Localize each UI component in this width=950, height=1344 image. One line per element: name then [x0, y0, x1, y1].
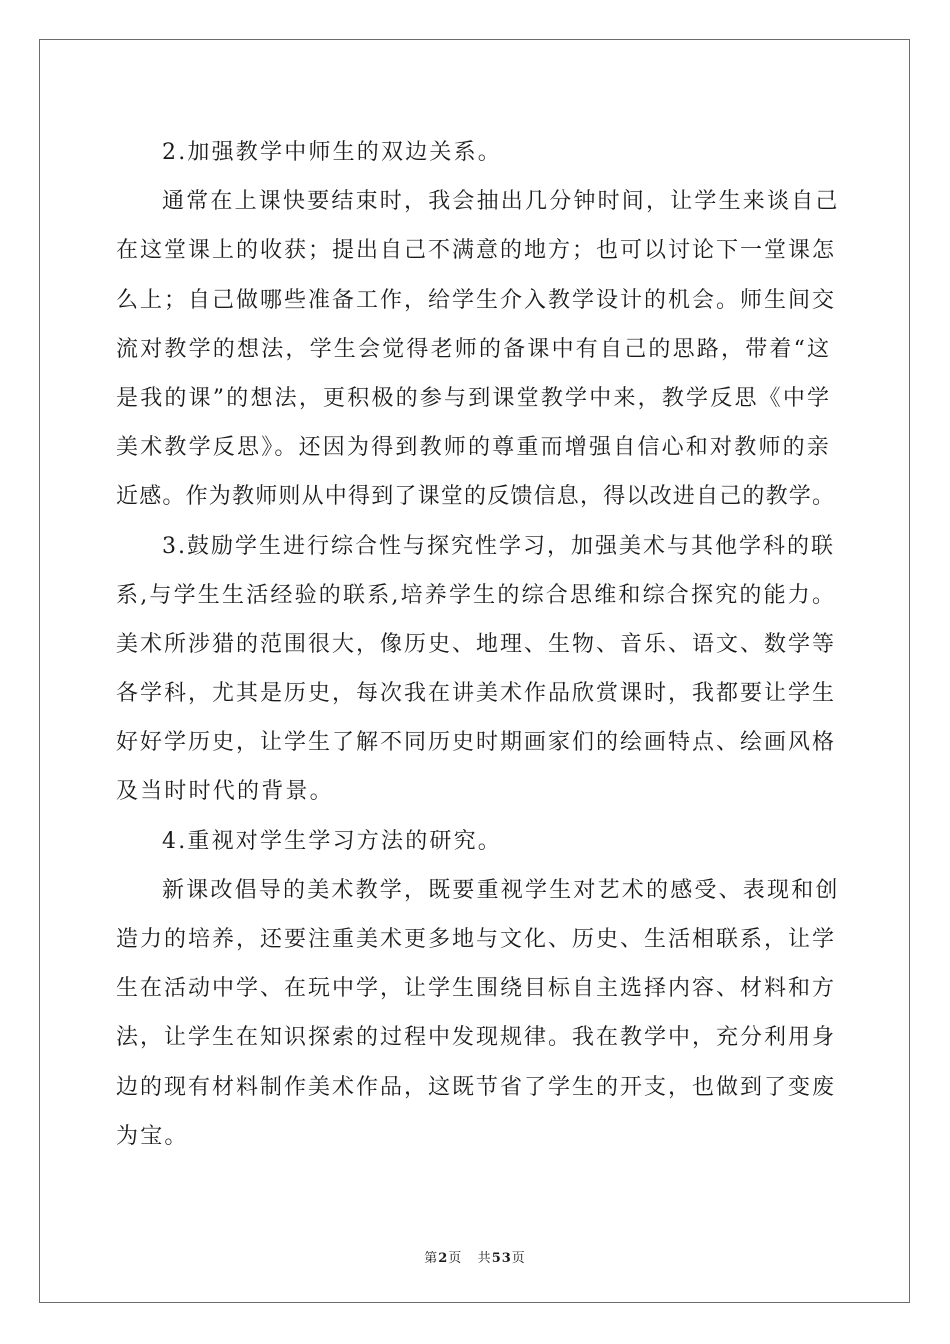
footer-page-prefix: 第	[424, 1251, 439, 1266]
footer-total-prefix: 共	[477, 1251, 492, 1266]
footer-page-suffix: 页	[448, 1251, 463, 1266]
text-line: 4.重视对学生学习方法的研究。	[162, 828, 502, 854]
text-line: 美术教学反思》。还因为得到教师的尊重而增强自信心和对教师的亲	[116, 435, 832, 461]
footer-total-pages: 53	[491, 1251, 512, 1266]
text-line: 各学科，尤其是历史，每次我在讲美术作品欣赏课时，我都要让学生	[116, 681, 837, 707]
text-line: 是我的课”的想法，更积极的参与到课堂教学中来，教学反思《中学	[116, 385, 832, 411]
text-line: 法，让学生在知识探索的过程中发现规律。我在教学中，充分利用身	[116, 1025, 837, 1051]
footer-page-number: 2	[438, 1251, 449, 1266]
page-footer	[0, 1247, 950, 1266]
text-line: 为宝。	[116, 1123, 189, 1149]
footer-total-suffix: 页	[511, 1251, 526, 1266]
text-line: 生在活动中学、在玩中学，让学生围绕目标自主选择内容、材料和方	[116, 976, 837, 1002]
text-line: 通常在上课快要结束时，我会抽出几分钟时间，让学生来谈自己	[162, 189, 840, 215]
document-body	[116, 128, 840, 1161]
text-line: 系,与学生生活经验的联系,培养学生的综合思维和综合探究的能力。	[116, 582, 837, 608]
text-line: 及当时时代的背景。	[116, 779, 334, 805]
text-line: 近感。作为教师则从中得到了课堂的反馈信息，得以改进自己的教学。	[116, 484, 836, 510]
text-line: 好好学历史，让学生了解不同历史时期画家们的绘画特点、绘画风格	[116, 730, 837, 756]
text-line: 造力的培养，还要注重美术更多地与文化、历史、生活相联系，让学	[116, 927, 837, 952]
text-line: 流对教学的想法，学生会觉得老师的备课中有自己的思路，带着“这	[116, 336, 832, 362]
text-line: 么上；自己做哪些准备工作，给学生介入教学设计的机会。师生间交	[116, 287, 837, 313]
text-line: 2.加强教学中师生的双边关系。	[162, 140, 502, 165]
text-line: 美术所涉猎的范围很大，像历史、地理、生物、音乐、语文、数学等	[116, 631, 837, 657]
text-line: 边的现有材料制作美术作品，这既节省了学生的开支，也做到了变废	[116, 1074, 837, 1100]
text-line: 3.鼓励学生进行综合性与探究性学习，加强美术与其他学科的联	[162, 533, 835, 559]
text-line: 新课改倡导的美术教学，既要重视学生对艺术的感受、表现和创	[162, 877, 840, 903]
text-line: 在这堂课上的收获；提出自己不满意的地方；也可以讨论下一堂课怎	[116, 238, 837, 264]
